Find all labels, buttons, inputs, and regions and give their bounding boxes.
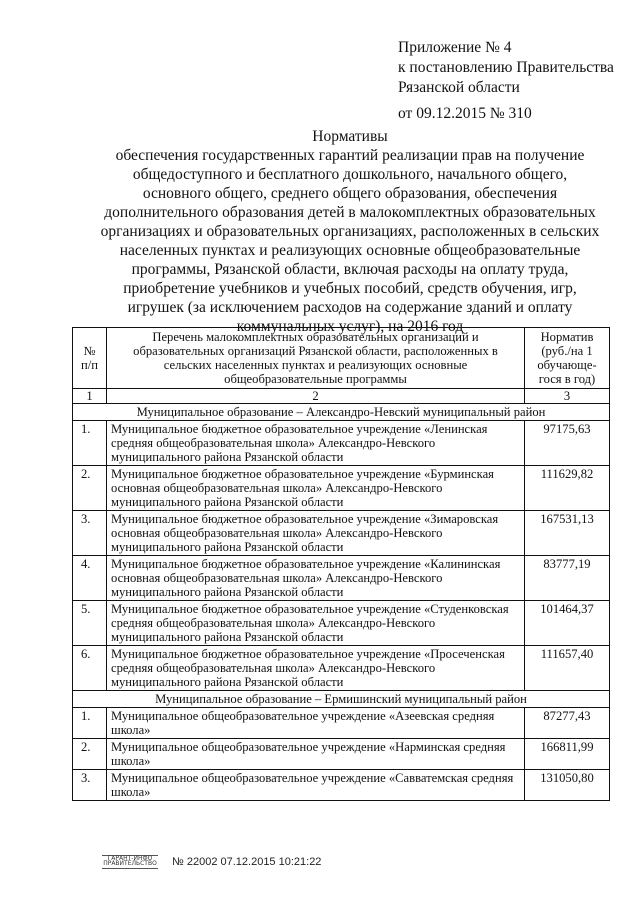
system-logo — [102, 855, 158, 869]
row-number: 1. — [73, 421, 107, 466]
norm-value: 97175,63 — [525, 421, 610, 466]
appendix-line3: Рязанской области — [398, 79, 520, 96]
logo-line1: ГАРАНТ-ИНФО — [107, 855, 153, 862]
index-cell: 3 — [525, 389, 610, 404]
section-row — [73, 404, 610, 421]
appendix-date: от 09.12.2015 № 310 — [398, 105, 532, 122]
header-num: № п/п — [73, 328, 107, 389]
row-number: 6. — [73, 646, 107, 691]
appendix-line1: Приложение № 4 — [398, 39, 512, 56]
norm-value: 111657,40 — [525, 646, 610, 691]
institution-name: Муниципальное бюджетное образовательное учреждение «Студенковская средняя общеобразовательная школа» Александро-Невского муниципального района Рязанской области — [107, 601, 525, 646]
index-cell: 2 — [107, 389, 525, 404]
norm-value: 166811,99 — [525, 739, 610, 770]
row-number: 3. — [73, 770, 107, 801]
institution-name: Муниципальное общеобразовательное учреждение «Савватемская средняя школа» — [107, 770, 525, 801]
section-title: Муниципальное образование – Ермишинский муниципальный район — [73, 691, 610, 708]
norms-table — [72, 327, 610, 801]
row-number: 2. — [73, 466, 107, 511]
norm-value: 131050,80 — [525, 770, 610, 801]
stamp-text: № 22002 07.12.2015 10:21:22 — [172, 856, 322, 868]
institution-name: Муниципальное бюджетное образовательное учреждение «Просеченская средняя общеобразовательная школа» Александро-Невского муниципального района Рязанской области — [107, 646, 525, 691]
row-number: 4. — [73, 556, 107, 601]
registration-stamp — [102, 855, 321, 869]
table-row — [73, 511, 610, 556]
table-row — [73, 770, 610, 801]
header-name: Перечень малокомплектных образовательных организаций и образовательных организаций Рязанской области, расположенных в сельских населенных пунктах и реализующих основные общеобразовательные программы — [107, 328, 525, 389]
table-row — [73, 646, 610, 691]
norm-value: 87277,43 — [525, 708, 610, 739]
logo-line2: ПРАВИТЕЛЬСТВО — [103, 860, 157, 867]
table-row — [73, 466, 610, 511]
institution-name: Муниципальное общеобразовательное учреждение «Азеевская средняя школа» — [107, 708, 525, 739]
title-heading: Нормативы — [312, 128, 388, 145]
appendix-header — [398, 38, 614, 124]
norm-value: 111629,82 — [525, 466, 610, 511]
institution-name: Муниципальное бюджетное образовательное учреждение «Ленинская средняя общеобразовательная школа» Александро-Невского муниципального района Рязанской области — [107, 421, 525, 466]
norm-value: 167531,13 — [525, 511, 610, 556]
section-title: Муниципальное образование – Александро-Невский муниципальный район — [73, 404, 610, 421]
title-text: обеспечения государственных гарантий реализации прав на получение общедоступного и бесплатного дошкольного, начального общего, основного общего, среднего общего образования, обеспечения дополнительного образования детей в малокомплектных образовательных организациях и образовательных организациях, расположенных в сельских населенных пунктах и реализующих основные общеобразовательные программы, Рязанской области, включая расходы на оплату труда, приобретение учебников и учебных пособий, средств обучения, игр, игрушек (за исключением расходов на содержание зданий и оплату коммунальных услуг), на 2016 год — [100, 147, 600, 335]
institution-name: Муниципальное бюджетное образовательное учреждение «Калининская основная общеобразовательная школа» Александро-Невского муниципального района Рязанской области — [107, 556, 525, 601]
institution-name: Муниципальное общеобразовательное учреждение «Нарминская средняя школа» — [107, 739, 525, 770]
norms-table-body — [73, 328, 610, 801]
header-norm: Норматив (руб./на 1 обучающе-гося в год) — [525, 328, 610, 389]
appendix-line2: к постановлению Правительства — [398, 59, 614, 76]
table-row — [73, 739, 610, 770]
table-row — [73, 601, 610, 646]
table-header-row — [73, 328, 610, 389]
table-row — [73, 421, 610, 466]
table-row — [73, 708, 610, 739]
norm-value: 83777,19 — [525, 556, 610, 601]
row-number: 2. — [73, 739, 107, 770]
institution-name: Муниципальное бюджетное образовательное учреждение «Зимаровская основная общеобразовательная школа» Александро-Невского муниципального района Рязанской области — [107, 511, 525, 556]
row-number: 1. — [73, 708, 107, 739]
row-number: 5. — [73, 601, 107, 646]
index-cell: 1 — [73, 389, 107, 404]
document-title — [100, 127, 600, 336]
row-number: 3. — [73, 511, 107, 556]
table-index-row — [73, 389, 610, 404]
section-row — [73, 691, 610, 708]
table-row — [73, 556, 610, 601]
institution-name: Муниципальное бюджетное образовательное учреждение «Бурминская основная общеобразовательная школа» Александро-Невского муниципального района Рязанской области — [107, 466, 525, 511]
norm-value: 101464,37 — [525, 601, 610, 646]
